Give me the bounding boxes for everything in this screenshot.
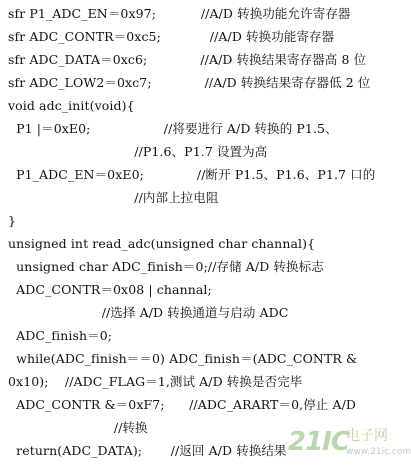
watermark-tagline: 电子网: [346, 428, 388, 444]
code-line-3: sfr ADC_DATA＝0xc6; //A/D 转换结果寄存器高 8 位: [8, 52, 367, 67]
code-line-2: sfr ADC_CONTR＝0xc5; //A/D 转换功能寄存器: [8, 29, 335, 44]
code-line-4: sfr ADC_LOW2＝0xc7; //A/D 转换结果寄存器低 2 位: [8, 75, 371, 90]
code-line-19: //转换: [8, 420, 148, 435]
code-line-12: unsigned char ADC_finish＝0;//存储 A/D 转换标志: [8, 259, 324, 274]
site-watermark: [288, 421, 411, 463]
code-line-20: return(ADC_DATA); //返回 A/D 转换结果: [8, 443, 287, 458]
code-line-1: sfr P1_ADC_EN＝0x97; //A/D 转换功能允许寄存器: [8, 6, 351, 21]
code-line-8: P1_ADC_EN＝0xE0; //断开 P1.5、P1.6、P1.7 口的: [8, 167, 376, 182]
watermark-url: www.21ic.com: [346, 447, 411, 457]
code-line-18: ADC_CONTR &＝0xF7; //ADC_ARART＝0,停止 A/D: [8, 397, 357, 412]
code-line-11: unsigned int read_adc(unsigned char channal){: [8, 236, 316, 251]
code-line-6: P1 |＝0xE0; //将要进行 A/D 转换的 P1.5、: [8, 121, 338, 136]
code-line-14: //选择 A/D 转换通道与启动 ADC: [8, 305, 289, 320]
code-line-15: ADC_finish＝0;: [8, 328, 113, 343]
code-line-9: //内部上拉电阻: [8, 190, 219, 205]
code-line-7: //P1.6、P1.7 设置为高: [8, 144, 268, 159]
code-line-13: ADC_CONTR＝0x08 | channal;: [8, 282, 212, 297]
code-line-5: void adc_init(void){: [8, 98, 135, 113]
code-line-16: while(ADC_finish＝＝0) ADC_finish＝(ADC_CONTR &: [8, 351, 358, 366]
watermark-logo: 21IC: [288, 427, 349, 457]
code-line-10: }: [8, 213, 17, 228]
code-line-17: 0x10); //ADC_FLAG＝1,测试 A/D 转换是否完毕: [8, 374, 303, 389]
